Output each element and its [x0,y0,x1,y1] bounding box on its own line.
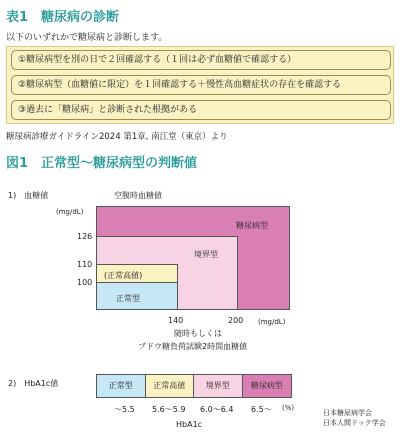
org-jhdsa: 日本人間ドック学会 [323,419,386,427]
zone-normal-label: 正常型 [116,294,140,303]
x-axis-unit: (mg/dL) [258,318,286,326]
hba1c-range-1: 〜5.5 [114,405,135,414]
x-axis-title-line2: ブドウ糖負荷試験2時間血糖値 [138,342,248,351]
org-jds: 日本糖尿病学会 [323,409,372,417]
table1-source: 糖尿病診療ガイドライン2024 第1章, 南江堂（東京）より [6,132,228,142]
section1-label: 1) 血糖値 [8,191,49,200]
zone-diabetes-label: 糖尿病型 [236,221,268,230]
y-tick-110: 110 [77,260,93,269]
hba1c-unit: (%) [282,404,295,412]
y-tick-100: 100 [77,278,93,287]
hba1c-cell-diabetes: 糖尿病型 [243,375,292,397]
hba1c-range-3: 6.0〜6.4 [200,405,234,414]
zone-borderline-label: 境界型 [194,250,218,259]
x-tick-200: 200 [228,316,244,325]
hba1c-cell-borderline: 境界型 [194,375,243,397]
table1-intro: 以下のいずれかで糖尿病と診断します。 [6,33,168,43]
hba1c-axis-title: HbA1c [176,420,203,429]
hba1c-cell-normal: 正常型 [97,375,146,397]
hba1c-strip [96,374,292,398]
zone-high-normal-label: (正常高値) [104,271,143,280]
figure1-title: 図1 正常型〜糖尿病型の判断値 [6,156,198,171]
criterion-1: ①糖尿病型を別の日で２回確認する（１回は必ず血糖値で確認する） [11,50,391,70]
hba1c-range-2: 5.6〜5.9 [152,405,186,414]
y-axis-unit: (mg/dL) [56,208,84,216]
diagnosis-criteria-box [6,46,394,124]
x-axis-title-line1: 随時もしくは [174,329,222,338]
y-axis-title: 空腹時血糖値 [114,191,162,200]
criterion-2: ②糖尿病型（血糖値に限定）を１回確認する＋慢性高血糖症状の存在を確認する [11,75,391,95]
hba1c-cell-high-normal: 正常高値 [146,375,195,397]
x-tick-140: 140 [168,316,184,325]
table1-title: 表1 糖尿病の診断 [6,10,120,25]
section2-label: 2) HbA1c値 [8,379,59,388]
y-tick-126: 126 [77,232,93,241]
hba1c-range-4: 6.5〜 [251,405,272,414]
criterion-3: ③過去に「糖尿病」と診断された根拠がある [11,100,391,120]
